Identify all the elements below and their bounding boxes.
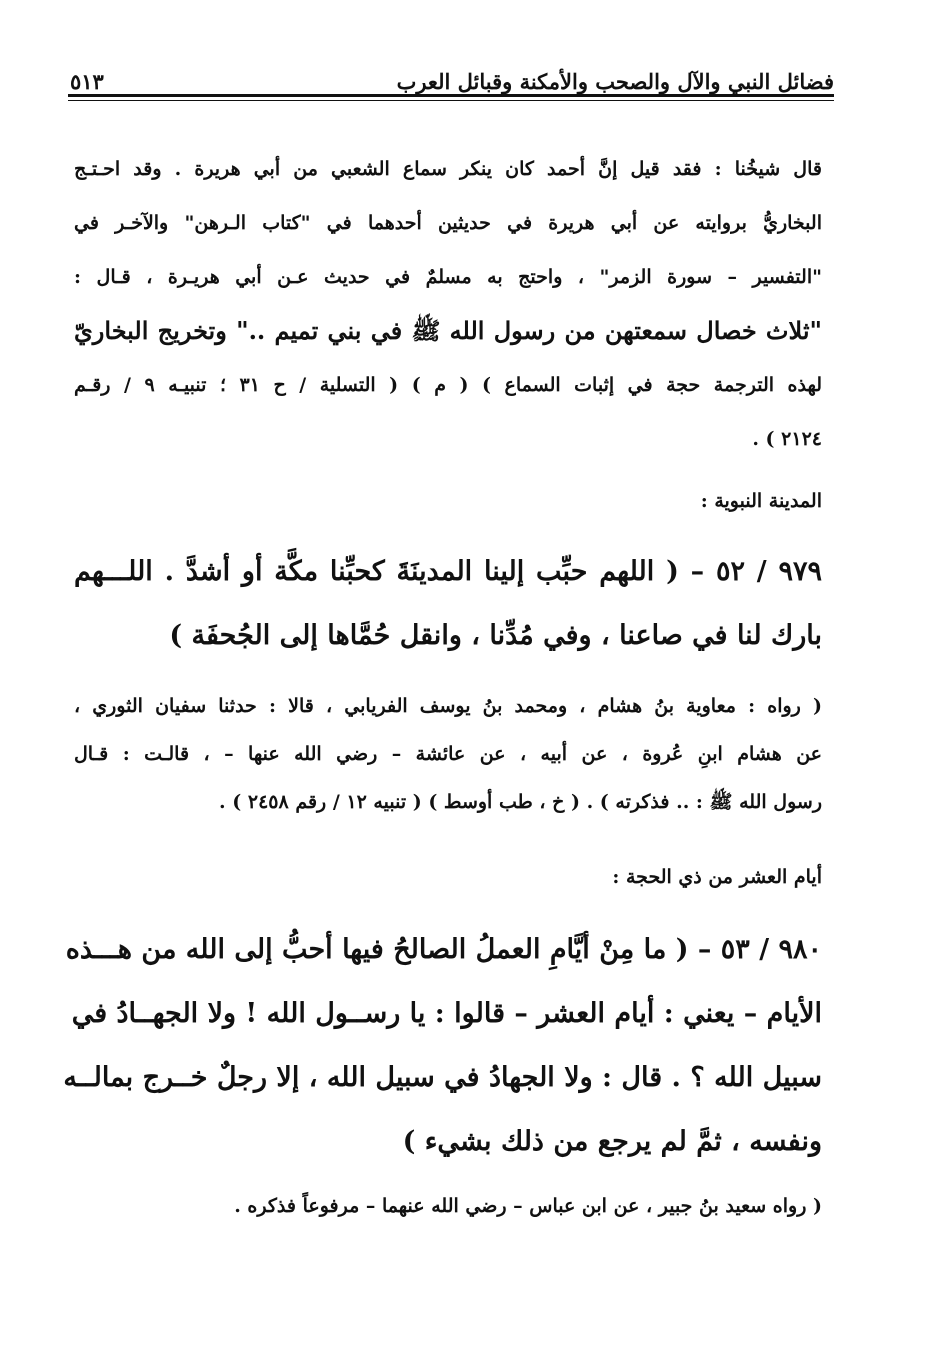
section-heading: أيام العشر من ذي الحجة : xyxy=(612,866,822,888)
header-rule-thin xyxy=(68,100,834,101)
text-line: ونفسه ، ثمَّ لم يرجع من ذلك بشيء ) xyxy=(402,1126,822,1157)
text-line: ٩٨٠ / ٥٣ – ( ما مِنْ أيَّامِ العملُ الصالحُ فيها أحبُّ إلى الله من هـــذه xyxy=(65,934,822,965)
text-line: ٢١٢٤ ) . xyxy=(752,428,822,450)
text-line: ٩٧٩ / ٥٢ – ( اللهم حبِّب إلينا المدينَةَ كحبِّنا مكَّة أو أشدَّ . اللـــهم xyxy=(74,556,822,587)
text-line: لهذه الترجمة حجة في إثبات السماع ) ( م ) ( التسلية / ح ٣١ ؛ تنبيـه ٩ / رقـم xyxy=(74,374,823,396)
text-line: عن هشام ابنِ عُروة ، عن أبيه ، عن عائشة – رضي الله عنها – ، قالـت : قـال xyxy=(74,743,822,765)
running-title: فضائل النبي والآل والصحب والأمكنة وقبائل العرب xyxy=(396,69,834,94)
page-header xyxy=(70,48,834,94)
hadith-text xyxy=(63,918,822,1174)
text-line: ( رواه سعيد بنُ جبير ، عن ابن عباس – رضي الله عنهما – مرفوعاً فذكره . xyxy=(234,1195,822,1217)
narration-text xyxy=(74,1182,822,1230)
text-line: قال شيخُنا : فقد قيل إنَّ أحمد كان ينكر سماع الشعبي من أبي هريرة . وقد احـتـج xyxy=(74,158,822,180)
header-rule-thick xyxy=(68,94,834,97)
text-line: "ثلاث خصال سمعتهن من رسول الله ﷺ في بني تميم .." وتخريج البخاريّ xyxy=(74,316,822,345)
text-line: "التفسير – سورة الزمر" ، واحتج به مسلمٌ في حديث عـن أبي هريـرة ، قـال : xyxy=(74,266,822,288)
text-line: البخاريُّ بروايته عن أبي هريرة في حديثين أحدهما في "كتاب الـرهن" والآخـر في xyxy=(74,212,822,234)
hadith-text xyxy=(74,540,822,668)
intro-paragraph xyxy=(74,142,822,466)
text-line: الأيام – يعني : أيام العشر – قالوا : يا رســول الله ! ولا الجهــادُ في xyxy=(71,998,822,1029)
text-line: بارك لنا في صاعنا ، وفي مُدِّنا ، وانقل حُمَّاها إلى الجُحفَة ) xyxy=(169,620,822,651)
page-number: ٥١٣ xyxy=(70,69,104,94)
text-line: سبيل الله ؟ . قال : ولا الجهادُ في سبيل الله ، إلا رجلٌ خــرج بمالــه xyxy=(63,1062,822,1093)
section-heading: المدينة النبوية : xyxy=(700,490,822,512)
text-line: رسول الله ﷺ : .. فذكرته ) . ( خ ، طب أوسط ) ( تنبيه ١٢ / رقم ٢٤٥٨ ) . xyxy=(219,791,822,813)
text-line: ( رواه : معاوية بنُ هشام ، ومحمد بنُ يوسف الفريابي ، قالا : حدثنا سفيان الثوري ، xyxy=(74,695,822,717)
narration-text xyxy=(74,682,822,826)
